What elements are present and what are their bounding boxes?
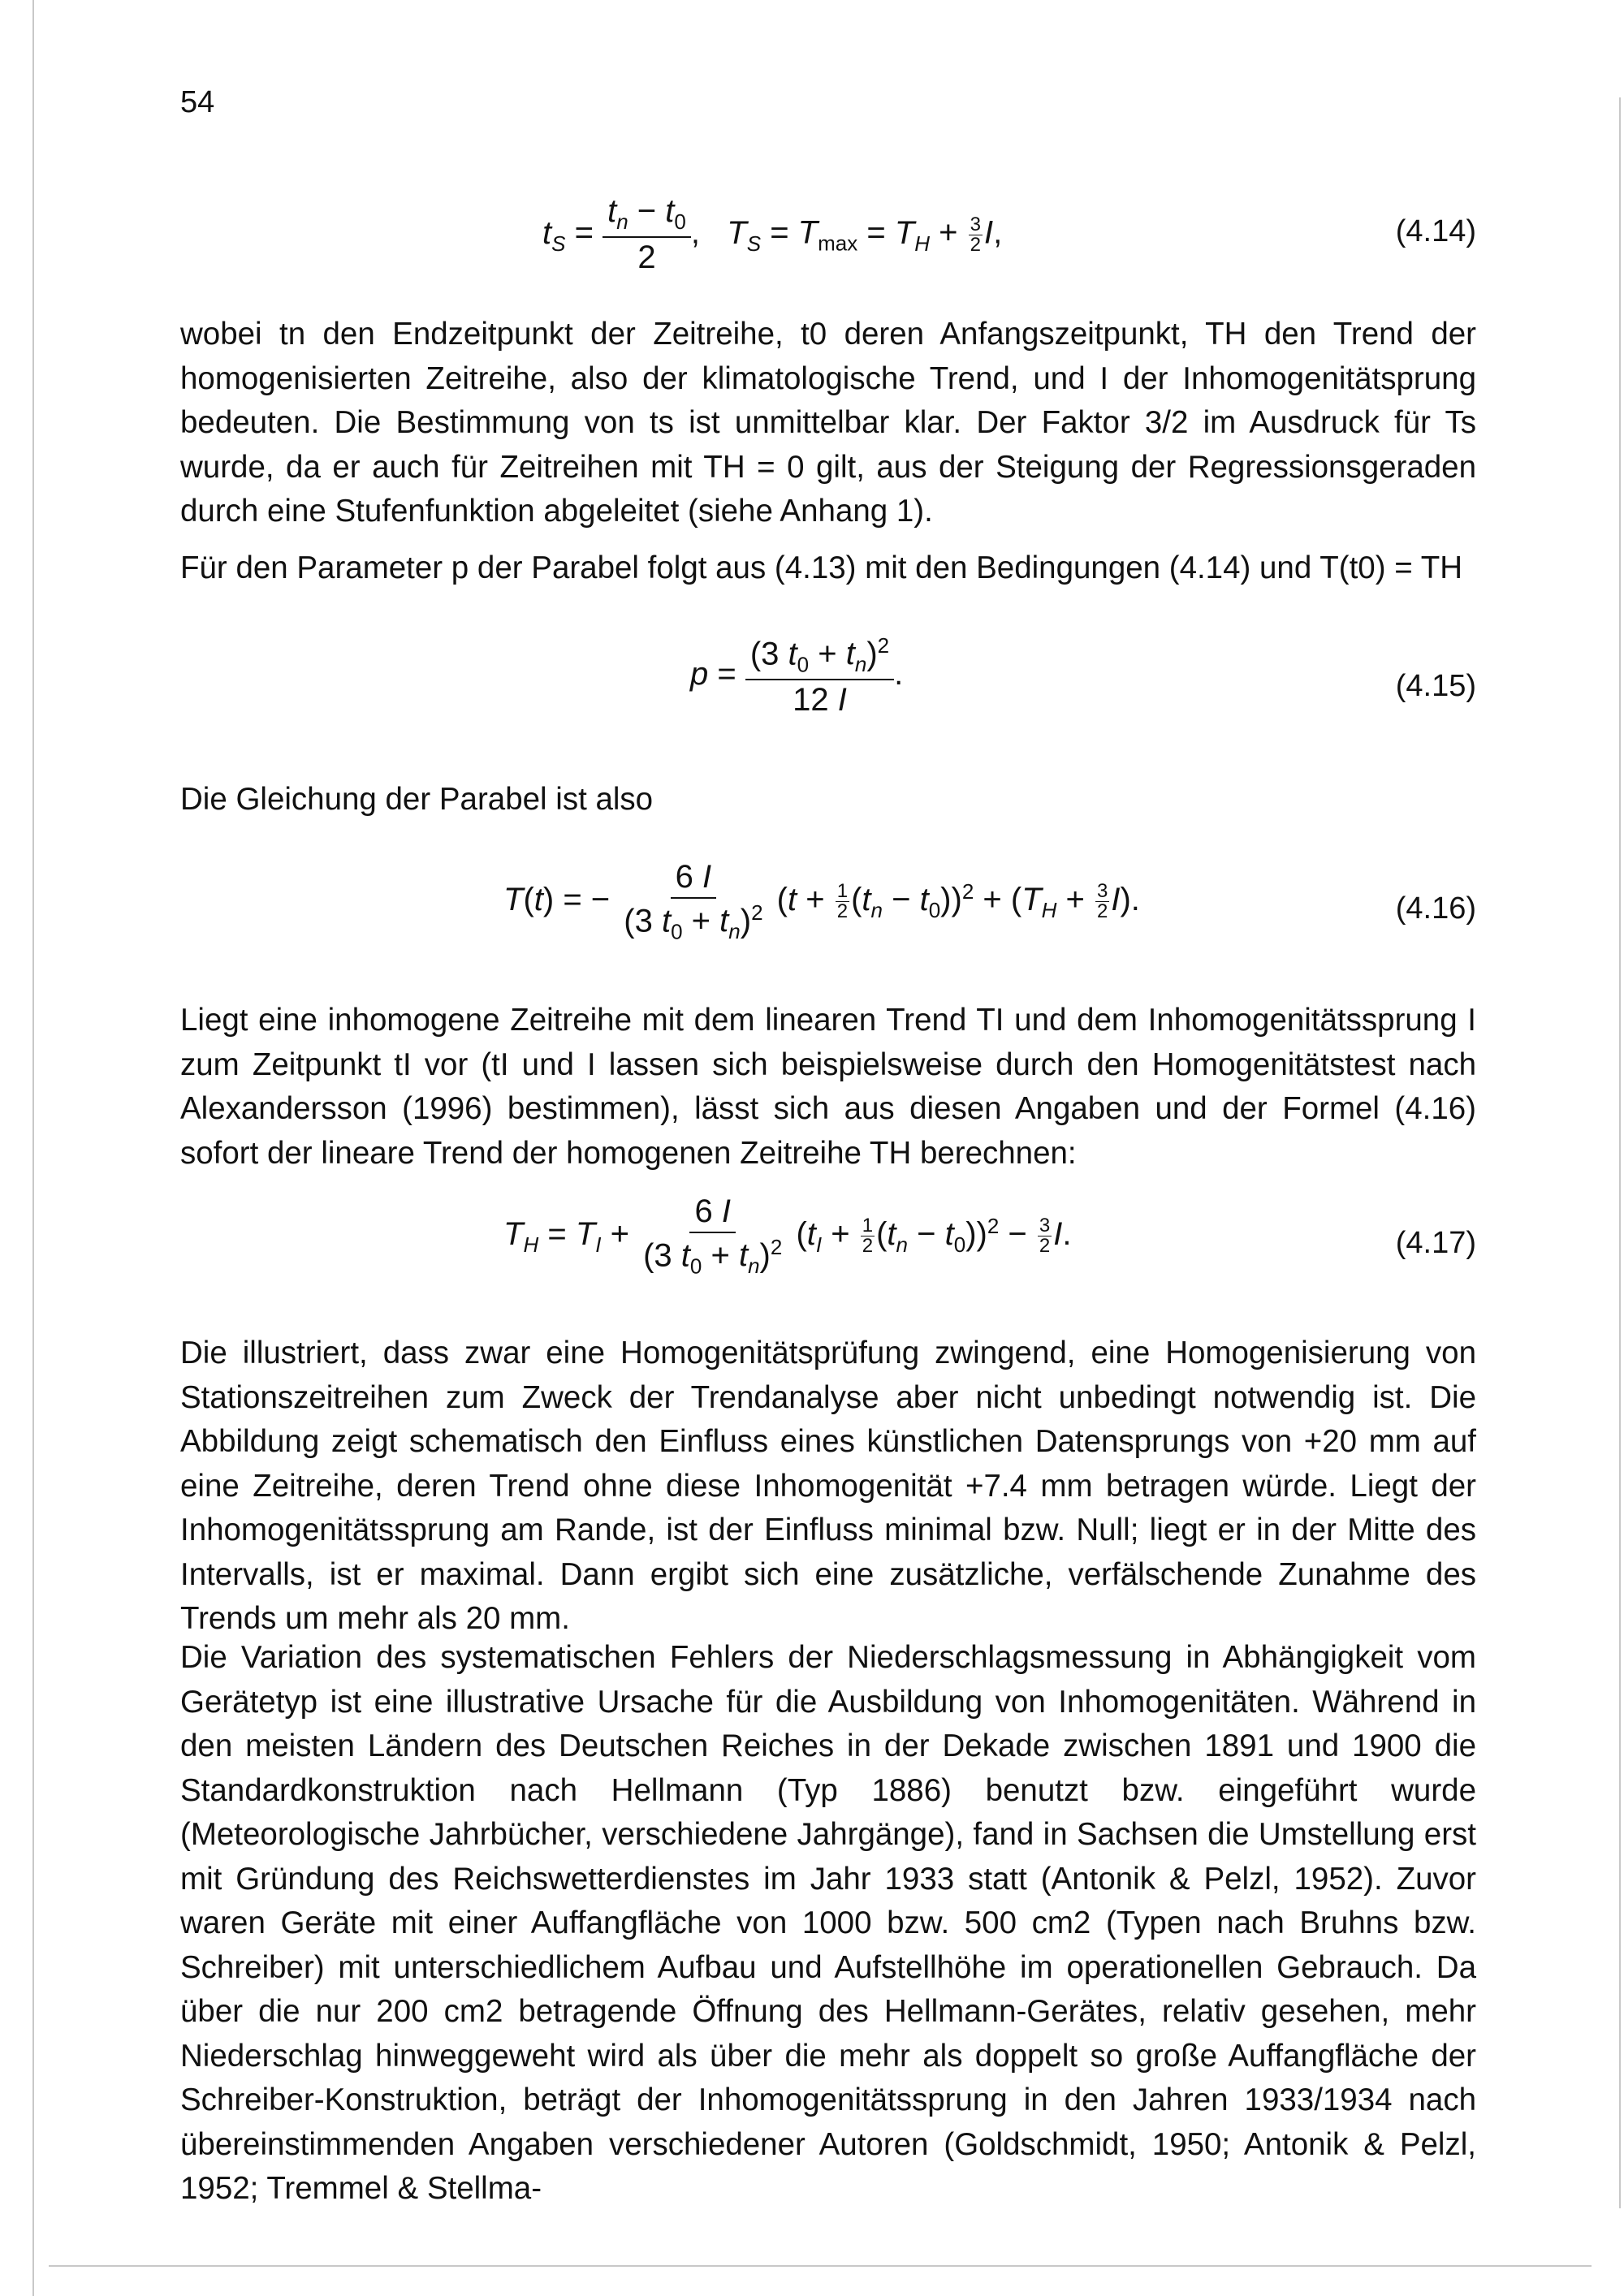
equation-4-14-number: (4.14): [1395, 214, 1476, 248]
paragraph-2: Für den Parameter p der Parabel folgt aus (4.13) mit den Bedingungen (4.14) und T(t0) = TH: [180, 550, 1463, 585]
right-scan-edge: [1619, 97, 1621, 2208]
paragraph-6: Die Variation des systematischen Fehlers der Niederschlagsmessung in Abhängigkeit vom Gerätetyp ist eine illustrative Ursache für die Ausbildung von Inhomogenitäten. Während in den meisten Ländern des Deutschen Reiches in der Dekade zwischen 1891 und 1900 die Standardkonstruktion nach Hellmann (Typ 1886) benutzt bzw. eingeführt wurde (Meteorologische Jahrbücher, verschiedene Jahrgänge), fand in Sachsen die Umstellung erst mit Gründung des Reichswetterdienstes im Jahr 1933 statt (Antonik & Pelzl, 1952). Zuvor waren Geräte mit einer Auffangfläche von 1000 bzw. 500 cm2 (Typen nach Bruhns bzw. Schreiber) mit unterschiedlichem Aufbau und Aufstellhöhe im operationellen Gebrauch. Da über die nur 200 cm2 betragende Öffnung des Hellmann-Gerätes, relativ gesehen, mehr Niederschlag hinweggeweht wird als über die mehr als doppelt so große Auffangfläche der Schreiber-Konstruktion, beträgt der Inhomogenitätssprung in den Jahren 1933/1934 nach übereinstimmenden Angaben verschiedener Autoren (Goldschmidt, 1950; Antonik & Pelzl, 1952; Tremmel & Stellma-: [180, 1640, 1476, 2206]
paragraph-3: Die Gleichung der Parabel ist also: [180, 782, 654, 817]
equation-4-15: [0, 633, 1624, 747]
equation-4-17: [0, 1187, 1624, 1301]
page-number: 54: [180, 85, 215, 119]
equation-4-15-formula: p = $\frac{(3 t_0 + t_n)^2}{12 I}$ .: [690, 633, 904, 719]
equation-4-17-number: (4.17): [1395, 1226, 1476, 1260]
equation-4-15-number: (4.15): [1395, 669, 1476, 703]
equation-4-16-formula: T(t) = − $\frac{6 I}{(3 t_0 + t_n)^2}$ (t + $\frac{1}{2}$ $(t_n - t_0))^2 + (T_H$ + $\frac{3}{2}$ I).: [503, 859, 1140, 944]
paragraph-4: Liegt eine inhomogene Zeitreihe mit dem linearen Trend TI und dem Inhomogenitätssprung I zum Zeitpunkt tI vor (tI und I lassen sich beispielsweise durch den Homogenitätstest nach Alexandersson (1996) bestimmen), lässt sich aus diesen Angaben und der Formel (4.16) sofort der lineare Trend der homogenen Zeitreihe TH berechnen:: [180, 1003, 1476, 1171]
equation-4-16: [0, 852, 1624, 966]
equation-4-17-formula: $T_H = T_I$ + $\frac{6 I}{(3 t_0 + t_n)^2}$ ($t_I$ + $\frac{1}{2}$ $(t_n - t_0))^2$ − $\frac{3}{2}$ I.: [503, 1193, 1072, 1279]
equation-4-14-formula: $t_S$ = $\frac{t_n - t_0}{2}$ , $T_S = T_{max} = T_H$ + $\frac{3}{2}$ I,: [542, 193, 1003, 275]
bottom-scan-edge: [49, 2265, 1592, 2267]
paragraph-1: wobei tn den Endzeitpunkt der Zeitreihe, t0 deren Anfangszeitpunkt, TH den Trend der homogenisierten Zeitreihe, also der klimatologische Trend, und I der Inhomogenitätsprung bedeuten. Die Bestimmung von ts ist unmittelbar klar. Der Faktor 3/2 im Ausdruck für Ts wurde, da er auch für Zeitreihen mit TH = 0 gilt, aus der Steigung der Regressionsgeraden durch eine Stufenfunktion abgeleitet (siehe Anhang 1).: [180, 317, 1476, 529]
left-scan-edge: [32, 0, 34, 2296]
equation-4-16-number: (4.16): [1395, 891, 1476, 926]
paragraph-5: Die illustriert, dass zwar eine Homogenitätsprüfung zwingend, eine Homogenisierung von Stationszeitreihen zum Zweck der Trendanalyse aber nicht unbedingt notwendig ist. Die Abbildung zeigt schematisch den Einfluss eines künstlichen Datensprungs von +20 mm auf eine Zeitreihe, deren Trend ohne diese Inhomogenität +7.4 mm betragen würde. Liegt der Inhomogenitätssprung am Rande, ist der Einfluss minimal bzw. Null; liegt er in der Mitte des Intervalls, ist er maximal. Dann ergibt sich eine zusätzliche, verfälschende Zunahme des Trends um mehr als 20 mm.: [180, 1336, 1476, 1636]
equation-4-14: [0, 185, 1624, 299]
